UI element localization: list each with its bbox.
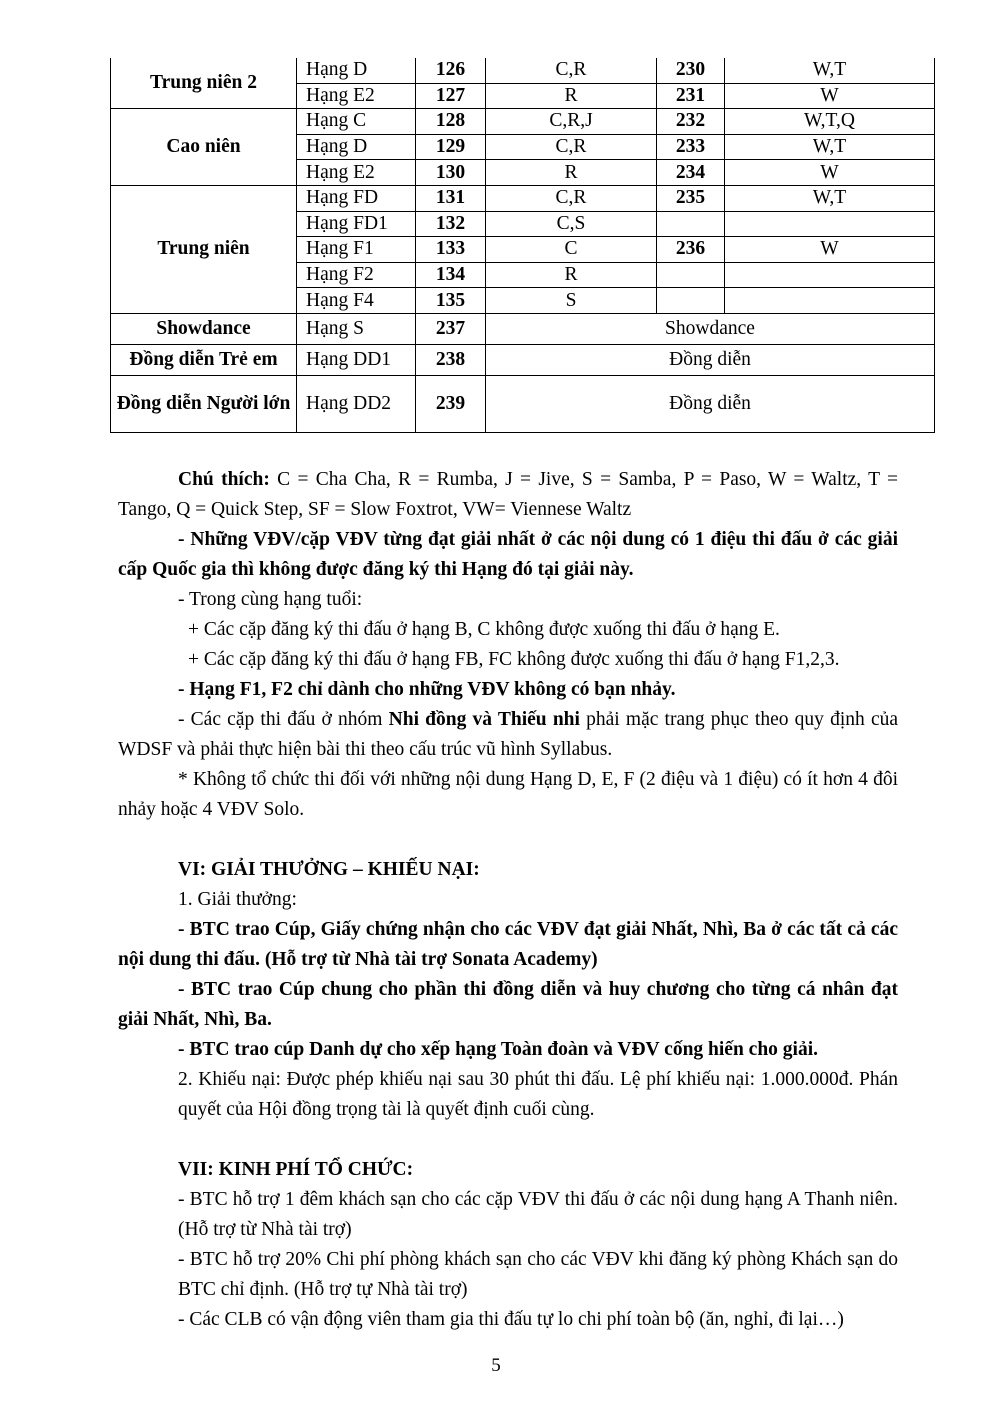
rule-costume-group: Nhi đồng và Thiếu nhi bbox=[388, 709, 580, 730]
latin-dances-cell: C,R bbox=[486, 58, 657, 83]
competition-table bbox=[110, 58, 935, 433]
class-cell: Hạng DD2 bbox=[297, 375, 416, 432]
latin-dances-cell: R bbox=[486, 160, 657, 186]
code-standard-cell: 234 bbox=[657, 160, 725, 186]
group-cell: Đồng diễn Người lớn bbox=[111, 375, 297, 432]
class-cell: Hạng D bbox=[297, 58, 416, 83]
table-row bbox=[111, 185, 935, 211]
code-latin-cell: 132 bbox=[416, 211, 486, 237]
code-standard-cell: 230 bbox=[657, 58, 725, 83]
standard-dances-cell: W,T bbox=[725, 185, 935, 211]
page-number: 5 bbox=[491, 1355, 501, 1376]
table-row bbox=[111, 375, 935, 432]
code-cell: 237 bbox=[416, 313, 486, 344]
standard-dances-cell: W,T bbox=[725, 58, 935, 83]
legend-note bbox=[118, 465, 898, 525]
class-cell: Hạng DD1 bbox=[297, 344, 416, 375]
code-standard-cell: 232 bbox=[657, 109, 725, 135]
rule-minimum: * Không tổ chức thi đối với những nội dung Hạng D, E, F (2 điệu và 1 điệu) có ít hơn 4 đôi nhảy hoặc 4 VĐV Solo. bbox=[118, 769, 898, 820]
group-cell: Trung niên bbox=[111, 185, 297, 313]
latin-dances-cell: C bbox=[486, 237, 657, 263]
standard-dances-cell bbox=[725, 288, 935, 314]
latin-dances-cell: R bbox=[486, 83, 657, 109]
code-standard-cell bbox=[657, 211, 725, 237]
rule-f1-f2: - Hạng F1, F2 chỉ dành cho những VĐV không có bạn nhảy. bbox=[178, 679, 676, 700]
award-honor: - BTC trao cúp Danh dự cho xếp hạng Toàn đoàn và VĐV cống hiến cho giải. bbox=[178, 1039, 819, 1060]
standard-dances-cell: W,T bbox=[725, 134, 935, 160]
latin-dances-cell: R bbox=[486, 262, 657, 288]
notes-section bbox=[118, 465, 898, 1335]
code-standard-cell: 233 bbox=[657, 134, 725, 160]
section7-heading: VII: KINH PHÍ TỔ CHỨC: bbox=[178, 1159, 414, 1180]
latin-dances-cell: C,S bbox=[486, 211, 657, 237]
award-group: - BTC trao Cúp chung cho phần thi đồng diễn và huy chương cho từng cá nhân đạt giải Nhất, Nhì, Ba. bbox=[118, 979, 898, 1030]
class-cell: Hạng E2 bbox=[297, 160, 416, 186]
latin-dances-cell: S bbox=[486, 288, 657, 314]
rule-first-place: - Những VĐV/cặp VĐV từng đạt giải nhất ở các nội dung có 1 điệu thi đấu ở các giải cấp Quốc gia thì không được đăng ký thi Hạng đó tại giải này. bbox=[118, 529, 898, 580]
class-cell: Hạng F2 bbox=[297, 262, 416, 288]
code-latin-cell: 133 bbox=[416, 237, 486, 263]
group-cell: Đồng diễn Trẻ em bbox=[111, 344, 297, 375]
rule-same-age-b: + Các cặp đăng ký thi đấu ở hạng FB, FC không được xuống thi đấu ở hạng F1,2,3. bbox=[188, 649, 840, 670]
latin-dances-cell: C,R bbox=[486, 134, 657, 160]
class-cell: Hạng F4 bbox=[297, 288, 416, 314]
rule-costume-pre: - Các cặp thi đấu ở nhóm bbox=[178, 709, 389, 730]
code-latin-cell: 128 bbox=[416, 109, 486, 135]
standard-dances-cell bbox=[725, 262, 935, 288]
group-cell: Showdance bbox=[111, 313, 297, 344]
rule-costume bbox=[118, 705, 898, 765]
table-row bbox=[111, 109, 935, 135]
standard-dances-cell: W bbox=[725, 237, 935, 263]
code-latin-cell: 129 bbox=[416, 134, 486, 160]
code-standard-cell bbox=[657, 288, 725, 314]
standard-dances-cell bbox=[725, 211, 935, 237]
awards-label: 1. Giải thưởng: bbox=[178, 889, 297, 910]
standard-dances-cell: W,T,Q bbox=[725, 109, 935, 135]
code-latin-cell: 126 bbox=[416, 58, 486, 83]
legend-label: Chú thích: bbox=[178, 469, 270, 490]
class-cell: Hạng E2 bbox=[297, 83, 416, 109]
class-cell: Hạng C bbox=[297, 109, 416, 135]
section6-heading: VI: GIẢI THƯỞNG – KHIẾU NẠI: bbox=[178, 859, 480, 880]
rule-same-age: - Trong cùng hạng tuổi: bbox=[178, 589, 363, 610]
code-latin-cell: 127 bbox=[416, 83, 486, 109]
class-cell: Hạng FD1 bbox=[297, 211, 416, 237]
code-latin-cell: 134 bbox=[416, 262, 486, 288]
code-standard-cell: 231 bbox=[657, 83, 725, 109]
funding-clubs: - Các CLB có vận động viên tham gia thi đấu tự lo chi phí toàn bộ (ăn, nghỉ, đi lại…) bbox=[178, 1309, 844, 1330]
content-cell: Showdance bbox=[486, 313, 935, 344]
class-cell: Hạng F1 bbox=[297, 237, 416, 263]
group-cell: Trung niên 2 bbox=[111, 58, 297, 109]
standard-dances-cell: W bbox=[725, 160, 935, 186]
code-cell: 239 bbox=[416, 375, 486, 432]
complaints: 2. Khiếu nại: Được phép khiếu nại sau 30 phút thi đấu. Lệ phí khiếu nại: 1.000.000đ. Phán quyết của Hội đồng trọng tài là quyết định cuối cùng. bbox=[178, 1069, 898, 1120]
content-cell: Đồng diễn bbox=[486, 344, 935, 375]
funding-hotel: - BTC hỗ trợ 1 đêm khách sạn cho các cặp VĐV thi đấu ở các nội dung hạng A Thanh niên. (Hỗ trợ từ Nhà tài trợ) bbox=[178, 1189, 898, 1240]
code-standard-cell bbox=[657, 262, 725, 288]
code-latin-cell: 131 bbox=[416, 185, 486, 211]
rule-same-age-a: + Các cặp đăng ký thi đấu ở hạng B, C không được xuống thi đấu ở hạng E. bbox=[188, 619, 780, 640]
code-standard-cell: 236 bbox=[657, 237, 725, 263]
standard-dances-cell: W bbox=[725, 83, 935, 109]
code-latin-cell: 130 bbox=[416, 160, 486, 186]
class-cell: Hạng FD bbox=[297, 185, 416, 211]
table-row bbox=[111, 344, 935, 375]
latin-dances-cell: C,R,J bbox=[486, 109, 657, 135]
class-cell: Hạng D bbox=[297, 134, 416, 160]
legend-text: C = Cha Cha, R = Rumba, J = Jive, S = Samba, P = Paso, W = Waltz, T = Tango, Q = Quick Step, SF = Slow Foxtrot, VW= Viennese Waltz bbox=[118, 469, 898, 520]
table-row bbox=[111, 58, 935, 83]
table-row bbox=[111, 313, 935, 344]
class-cell: Hạng S bbox=[297, 313, 416, 344]
content-cell: Đồng diễn bbox=[486, 375, 935, 432]
latin-dances-cell: C,R bbox=[486, 185, 657, 211]
code-cell: 238 bbox=[416, 344, 486, 375]
code-latin-cell: 135 bbox=[416, 288, 486, 314]
funding-hotel-discount: - BTC hỗ trợ 20% Chi phí phòng khách sạn cho các VĐV khi đăng ký phòng Khách sạn do BTC chỉ định. (Hỗ trợ tự Nhà tài trợ) bbox=[178, 1249, 898, 1300]
award-cups: - BTC trao Cúp, Giấy chứng nhận cho các VĐV đạt giải Nhất, Nhì, Ba ở các tất cả các nội dung thi đấu. (Hỗ trợ từ Nhà tài trợ Sonata Academy) bbox=[118, 919, 898, 970]
group-cell: Cao niên bbox=[111, 109, 297, 186]
code-standard-cell: 235 bbox=[657, 185, 725, 211]
rule-costume-post: phải mặc trang phục theo quy định của WDSF và phải thực hiện bài thi theo cấu trúc vũ hình Syllabus. bbox=[118, 709, 899, 760]
